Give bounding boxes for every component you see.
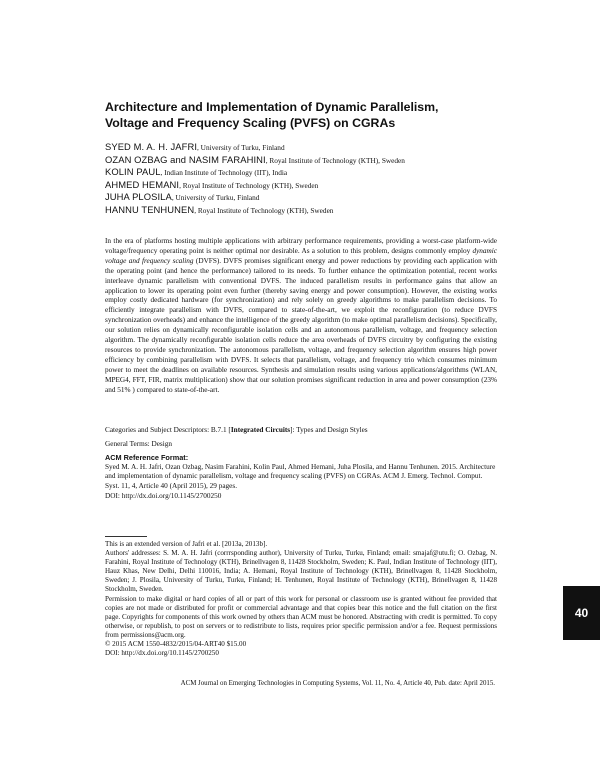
title-line-1: Architecture and Implementation of Dynamic Parallelism, bbox=[105, 100, 439, 114]
author-name: JUHA PLOSILA bbox=[105, 191, 172, 203]
author-name: SYED M. A. H. JAFRI bbox=[105, 141, 198, 152]
categories-descriptors bbox=[105, 425, 497, 435]
article-number-tab: 40 bbox=[563, 586, 600, 640]
author-name: OZAN OZBAG and NASIM FARAHINI bbox=[105, 153, 266, 165]
abstract-text-2: (DVFS). DVFS promises significant energy and power reductions by providing each application with the operating point (and hence the performance) tailored to its needs. To further enhance the optimization potential, recent works interleave dynamic parallelism with conventional DVFS. The induced parallelism results in performance gains that allow an application to lower its operating point even further (thereby saving energy and power consumption). However, the existing works employ costly dedicated hardware (for synchronization) and rely solely on greedy algorithms to make parallelism decisions. To efficiently integrate parallelism with DVFS, compared to state-of-the-art, we exploit the reconfiguration (to reduce DVFS synchronization overheads) and enhance the intelligence of the greedy algorithm (to make optimal parallelism decisions). Specifically, our solution relies on dynamically reconfigurable isolation cells and an autonomous parallelism, voltage, and frequency selection algorithm. The dynamically reconfigurable isolation cells reduce the area overheads of DVFS circuitry by configuring the existing resources to provide synchronization. The autonomous parallelism, voltage, and frequency selection algorithm ensures high power efficiency by combining parallelism with DVFS. It selects that parallelism, voltage, and frequency trio which consumes minimum power to meet the deadlines on available resources. Synthesis and simulation results using various applications/algorithms (WLAN, MPEG4, FFT, FIR, matrix multiplication) show that our solution promises significant reduction in area and power consumption (23% and 51% ) compared to state-of-the-art. bbox=[105, 256, 497, 394]
abstract-text-1: In the era of platforms hosting multiple applications with arbitrary performance requirements, providing a worst-case platform-wide voltage/frequency operating point is neither optimal nor desirable. As a solution to this problem, designs commonly employ bbox=[105, 237, 497, 255]
acm-reference-doi[interactable]: DOI: http://dx.doi.org/10.1145/2700250 bbox=[105, 491, 222, 500]
acm-reference bbox=[105, 453, 497, 502]
author-entry bbox=[105, 166, 525, 179]
categories-prefix: Categories and Subject Descriptors: B.7.1 [ bbox=[105, 426, 231, 434]
author-affiliation: , Royal Institute of Technology (KTH), Sweden bbox=[179, 180, 319, 190]
footnotes bbox=[105, 540, 497, 658]
general-terms: General Terms: Design bbox=[105, 440, 173, 448]
abstract-emphasis: dynamic voltage and frequency scaling bbox=[105, 246, 497, 265]
author-name: KOLIN PAUL bbox=[105, 166, 161, 178]
categories-bold: Integrated Circuits bbox=[230, 426, 291, 434]
footnote-permission: Permission to make digital or hard copies of all or part of this work for personal or classroom use is granted without fee provided that copies are not made or distributed for profit or commercial advantage and that copies bear this notice and the full citation on the first page. Copyrights for components of this work owned by others than ACM must be honored. Abstracting with credit is permitted. To copy otherwise, or republish, to post on servers or to redistribute to lists, requires prior specific permission and/or a fee. Request permissions from permissions@acm.org. bbox=[105, 594, 497, 639]
author-affiliation: , Royal Institute of Technology (KTH), Sweden bbox=[194, 205, 334, 215]
footnote-copyright: © 2015 ACM 1550-4832/2015/04-ART40 $15.00 bbox=[105, 640, 247, 649]
footnote-rule bbox=[105, 536, 147, 537]
author-affiliation: , Royal Institute of Technology (KTH), Sweden bbox=[265, 155, 405, 165]
author-entry bbox=[105, 191, 525, 204]
author-entry bbox=[105, 179, 525, 192]
footnote-doi[interactable]: DOI: http://dx.doi.org/10.1145/2700250 bbox=[105, 649, 219, 658]
title-line-2: Voltage and Frequency Scaling (PVFS) on CGRAs bbox=[105, 116, 396, 130]
author-affiliation: , University of Turku, Finland bbox=[171, 193, 260, 203]
author-name: AHMED HEMANI bbox=[105, 178, 180, 190]
categories-suffix: ]: Types and Design Styles bbox=[290, 426, 368, 434]
acm-reference-heading: ACM Reference Format: bbox=[105, 453, 189, 462]
acm-reference-text: Syed M. A. H. Jafri, Ozan Ozbag, Nasim Farahini, Kolin Paul, Ahmed Hemani, Juha Plosila, and Hannu Tenhunen. 2015. Architecture and implementation of dynamic parallelism, voltage and frequency scaling (PVFS) on CGRAs. ACM J. Emerg. Technol. Comput. Syst. 11, 4, Article 40 (April 2015), 29 pages. bbox=[105, 462, 496, 491]
abstract bbox=[105, 237, 497, 396]
running-footer: ACM Journal on Emerging Technologies in Computing Systems, Vol. 11, No. 4, Article 40, Pub. date: April 2015. bbox=[180, 680, 495, 687]
author-affiliation: , University of Turku, Finland bbox=[197, 143, 285, 152]
footnote-addresses: Authors' addresses: S. M. A. H. Jafri (corrrsponding author), University of Turku, Turku, Finland; email: smajaf@utu.fi; O. Ozbag, N. Farahini, Royal Institute of Technology (KTH), Brinellvagen 8, 11428 Stockholm, Sweden; K. Paul, Indian Institute of Technology (IIT), Hauz Khas, New Delhi, Delhi 110016, India; A. Hemani, Royal Institute of Technology (KTH), Brinellvagen 8, 11428 Stockholm, Sweden; J. Plosila, University of Turku, Turku, Finland; H. Tenhunen, Royal Institute of Technology (KTH), Brinellvagen 8, 11428 Stockholm, Sweden. bbox=[105, 549, 497, 594]
author-entry bbox=[105, 141, 525, 154]
footnote-extended: This is an extended version of Jafri et al. [2013a, 2013b]. bbox=[105, 540, 268, 548]
author-entry bbox=[105, 154, 525, 167]
paper-title bbox=[105, 99, 525, 131]
author-list bbox=[105, 141, 525, 217]
author-affiliation: , Indian Institute of Technology (IIT), India bbox=[160, 168, 288, 178]
author-name: HANNU TENHUNEN bbox=[105, 203, 195, 215]
author-entry bbox=[105, 204, 525, 217]
